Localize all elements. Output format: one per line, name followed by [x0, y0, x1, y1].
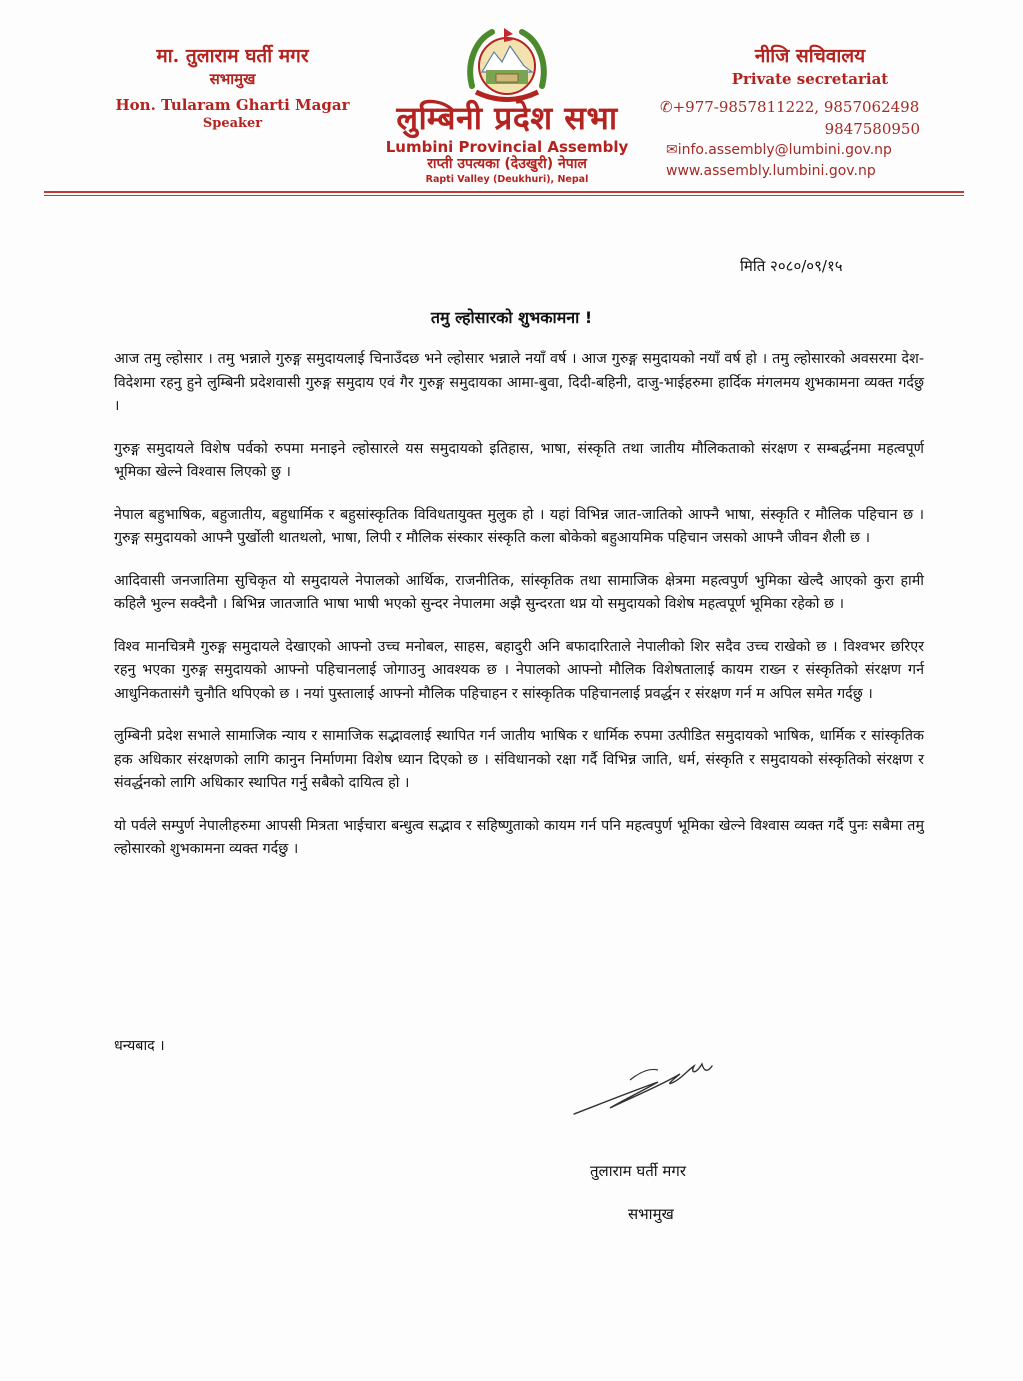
header-divider-thin: [44, 195, 964, 196]
assembly-name-en: Lumbini Provincial Assembly: [385, 138, 629, 156]
assembly-name-np: लुम्बिनी प्रदेश सभा: [396, 99, 618, 137]
paragraph: विश्व मानचित्रमै गुरुङ्ग समुदायले देखाएको आफ्नो उच्च मनोबल, साहस, बहादुरी अनि बफादारिताले नेपालीको शिर सदैव उच्च राखेको छ । विश्वभर छरिएर रहनु भएका गुरुङ्ग समुदायको आफ्नो पहिचानलाई जोगाउनु आवश्यक छ । नेपालको आफ्नो मौलिक विशेषतालाई कायम राख्न र संस्कृतिको संरक्षण गर्न आधुनिकतासंगै चुनौति थपिएको छ । नयां पुस्तालाई आफ्नो मौलिक पहिचाहन र सांस्कृतिक पहिचानलाई प्रवर्द्धन र संरक्षण गर्न म अपिल समेत गर्दछु ।: [114, 638, 924, 702]
office-name-np: नीजि सचिवालय: [754, 45, 866, 67]
paragraph: गुरुङ्ग समुदायले विशेष पर्वको रुपमा मनाइने ल्होसारले यस समुदायको इतिहास, भाषा, संस्कृति तथा जातीय मौलिकताको संरक्षण र सम्बर्द्धनमा महत्वपूर्ण भूमिका खेल्ने विश्वास लिएको छु ।: [114, 440, 924, 480]
signature-icon: [570, 1052, 720, 1122]
paragraph: यो पर्वले सम्पुर्ण नेपालीहरुमा आपसी मित्रता भाईचारा बन्धुत्व सद्भाव र सहिष्णुताको कायम गर्न पनि महत्वपुर्ण भूमिका खेल्ने विश्वास व्यक्त गर्दै पुनः सबैमा तमु ल्होसारको शुभकामना व्यक्त गर्दछु ।: [114, 817, 924, 857]
paragraph: आदिवासी जनजातिमा सुचिकृत यो समुदायले नेपालको आर्थिक, राजनीतिक, सांस्कृतिक तथा सामाजिक क्षेत्रमा महत्वपुर्ण भुमिका खेल्दै आएको कुरा हामी कहिलै भुल्न सक्दैनौ । बिभिन्न जातजाति भाषा भाषी भएको सुन्दर नेपालमा अझै सुन्दरता थप्न यो समुदायको विशेष महत्वपूर्ण भूमिका रहेको छ ।: [114, 572, 924, 612]
closing-text: धन्यबाद ।: [114, 1038, 165, 1054]
lumbini-emblem-icon: [466, 26, 548, 104]
website-link[interactable]: www.assembly.lumbini.gov.np: [666, 163, 876, 179]
speaker-name-en: Hon. Tularam Gharti Magar: [115, 96, 350, 114]
speaker-title-en: Speaker: [202, 116, 263, 131]
contact-block: [660, 44, 930, 182]
speaker-block: [100, 44, 365, 132]
letter-subject: तमु ल्होसारको शुभकामना !: [430, 308, 593, 327]
speaker-name-np: मा. तुलाराम घर्ती मगर: [156, 45, 309, 67]
paragraph: लुम्बिनी प्रदेश सभाले सामाजिक न्याय र सामाजिक सद्भावलाई स्थापित गर्न जातीय भाषिक र धार्मिक रुपमा उत्पीडित समुदायको भाषिक, धार्मिक र सांस्कृतिक हक अधिकार संरक्षणको लागि कानुन निर्माणमा विशेष ध्यान दिएको छ । संविधानको रक्षा गर्दै विभिन्न जाति, धर्म, संस्कृति र समुदायको संस्कृतिको संरक्षण र संवर्द्धनको लागि अधिकार स्थापित गर्नु सबैको दायित्व हो ।: [114, 728, 924, 791]
speaker-title-np: सभामुख: [209, 70, 256, 88]
assembly-location-en: Rapti Valley (Deukhuri), Nepal: [425, 174, 589, 185]
office-name-en: Private secretariat: [731, 70, 889, 88]
phone-icon: ✆: [660, 98, 673, 116]
email-icon: ✉: [666, 142, 678, 158]
paragraph: नेपाल बहुभाषिक, बहुजातीय, बहुधार्मिक र बहुसांस्कृतिक विविधतायुक्त मुलुक हो । यहां विभिन्न जात-जातिको आफ्नै भाषा, संस्कृति र मौलिक पहिचान छ । गुरुङ्ग समुदायको आफ्नै पुर्खोली थातथलो, भाषा, लिपी र मौलिक संस्कार संस्कृति कला बोकेको बहुआयमिक पहिचान जसको आफ्नै जीवन शैली छ ।: [114, 506, 924, 546]
email-address: info.assembly@lumbini.gov.np: [677, 142, 892, 158]
phone-numbers: +977-9857811222, 9857062498: [672, 98, 920, 116]
letter-date: मिति २०८०/०९/१५: [740, 257, 843, 275]
signatory-title: सभामुख: [628, 1205, 674, 1223]
email-line: [666, 140, 930, 161]
assembly-block: [362, 96, 652, 186]
letter-body: [114, 348, 924, 881]
header-divider: [44, 191, 964, 193]
phone-secondary: 9847580950: [824, 120, 920, 138]
paragraph: आज तमु ल्होसार । तमु भन्नाले गुरुङ्ग समुदायलाई चिनाउँदछ भने ल्होसार भन्नाले नयाँ वर्ष । आज गुरुङ्ग समुदायको नयाँ वर्ष हो । तमु ल्होसारको अवसरमा देश-विदेशमा रहनु हुने लुम्बिनी प्रदेशवासी गुरुङ्ग समुदाय एवं गैर गुरुङ्ग समुदायका आमा-बुवा, दिदी-बहिनी, दाजु-भाईहरुमा हार्दिक मंगलमय शुभकामना व्यक्त गर्दछु ।: [114, 351, 924, 414]
assembly-location-np: राप्ती उपत्यका (देउखुरी) नेपाल: [427, 156, 587, 172]
phone-line: [660, 96, 930, 118]
signatory-name: तुलाराम घर्ती मगर: [590, 1162, 686, 1180]
